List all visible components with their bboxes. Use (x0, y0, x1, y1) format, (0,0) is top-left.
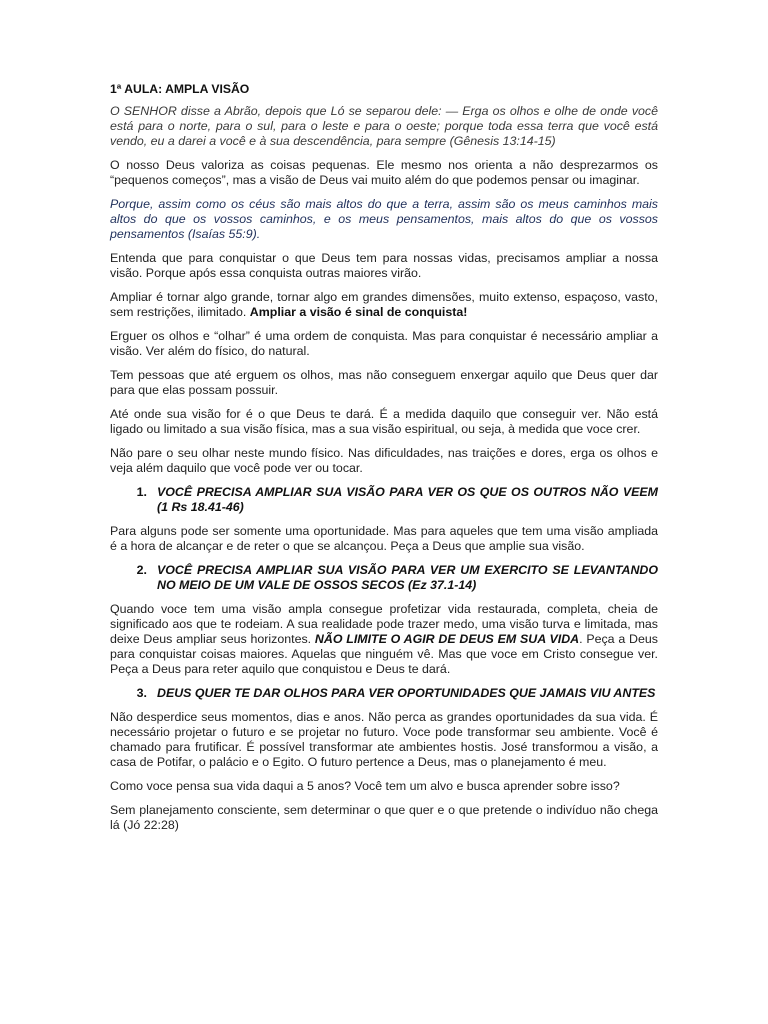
isaiah-verse-ref: (Isaías 55:9). (184, 227, 261, 241)
section-heading-3 (110, 686, 658, 701)
ampliar-bold: Ampliar a visão é sinal de conquista! (249, 305, 468, 319)
lesson-title: 1ª AULA: AMPLA VISÃO (110, 82, 250, 96)
paragraph-small-beginnings: O nosso Deus valoriza as coisas pequenas. Ele mesmo nos orienta a não desprezarmos os “pequenos começos”, mas a visão de Deus vai muito além do que podemos pensar ou imaginar. (110, 158, 658, 187)
paragraph-planejamento: Sem planejamento consciente, sem determinar o que quer e o que pretende o indivíduo não chega lá (Jó 22:28) (110, 803, 658, 832)
paragraph-visao-ampla (110, 602, 658, 677)
ampliar-text: Ampliar é tornar algo grande, tornar algo em grandes dimensões, muito extenso, espaçoso, vasto, sem restrições, ilimitado. (110, 290, 658, 319)
paragraph-ate-onde: Até onde sua visão for é o que Deus te dará. É a medida daquilo que conseguir ver. Não está ligado ou limitado a sua visão física, mas a sua visão espiritual, ou seja, à medida que voce crer. (110, 407, 658, 436)
paragraph-nao-pare: Não pare o seu olhar neste mundo físico. Nas dificuldades, nas traições e dores, erga os olhos e veja além daquilo que você pode ver ou tocar. (110, 446, 658, 475)
heading-text: VOCÊ PRECISA AMPLIAR SUA VISÃO PARA VER OS QUE OS OUTROS NÃO VEEM (1 Rs 18.41-46) (157, 485, 658, 514)
section-heading-2 (110, 563, 658, 593)
isaiah-verse (110, 197, 658, 242)
paragraph-nao-desperdice: Não desperdice seus momentos, dias e anos. Não perca as grandes oportunidades da sua vida. É necessário projetar o futuro e se projetar no futuro. Voce pode transformar seu ambiente. Você é chamado para frutificar. É possível transformar ate ambientes hostis. José transformou a visão, a casa de Potifar, o palácio e o Egito. O futuro pertence a Deus, mas o planejamento é meu. (110, 710, 658, 769)
section-heading-1 (110, 485, 658, 515)
paragraph-conquer: Entenda que para conquistar o que Deus tem para nossas vidas, precisamos ampliar a nossa visão. Porque após essa conquista outras maiores virão. (110, 251, 658, 280)
paragraph-erguer: Erguer os olhos e “olhar” é uma ordem de conquista. Mas para conquistar é necessário ampliar a visão. Ver além do físico, do natural. (110, 329, 658, 358)
visao-ampla-text: Quando voce tem uma visão ampla consegue profetizar vida restaurada, completa, cheia de significado aos que te rodeiam. A sua realidade pode trazer medo, uma visão turva e limitada, mas deixe Deus ampliar seus horizontes. (110, 602, 658, 646)
heading-text: VOCÊ PRECISA AMPLIAR SUA VISÃO PARA VER UM EXERCITO SE LEVANTANDO NO MEIO DE UM VALE DE OSSOS SECOS (Ez 37.1-14) (157, 563, 658, 592)
paragraph-pessoas: Tem pessoas que até erguem os olhos, mas não conseguem enxergar aquilo que Deus quer dar para que elas possam possuir. (110, 368, 658, 397)
paragraph-oportunidade: Para alguns pode ser somente uma oportunidade. Mas para aqueles que tem uma visão ampliada é a hora de alcançar e de reter o que se alcançou. Peça a Deus que amplie sua visão. (110, 524, 658, 553)
isaiah-verse-text: Porque, assim como os céus são mais altos do que a terra, assim são os meus caminhos mais altos do que os vossos caminhos, e os meus pensamentos, mais altos do que os vossos pensamentos (110, 197, 658, 241)
paragraph-cinco-anos: Como voce pensa sua vida daqui a 5 anos? Você tem um alvo e busca aprender sobre isso? (110, 779, 620, 793)
heading-number: 1. (136, 485, 147, 499)
heading-text: DEUS QUER TE DAR OLHOS PARA VER OPORTUNIDADES QUE JAMAIS VIU ANTES (157, 686, 656, 700)
visao-ampla-emphasis: NÃO LIMITE O AGIR DE DEUS EM SUA VIDA (314, 632, 580, 646)
opening-verse: O SENHOR disse a Abrão, depois que Ló se separou dele: — Erga os olhos e olhe de onde você está para o norte, para o sul, para o leste e para o oeste; porque toda essa terra que você está vendo, eu a darei a você e à sua descendência, para sempre (Gênesis 13:14-15) (110, 104, 658, 148)
visao-ampla-text-end: . Peça a Deus para conquistar coisas maiores. Aquelas que ninguém vê. Mas que voce em Cristo consegue ver. Peça a Deus para reter aquilo que conquistou e Deus te dará. (110, 632, 658, 676)
heading-number: 2. (136, 563, 147, 577)
heading-number: 3. (136, 686, 147, 700)
paragraph-ampliar (110, 290, 658, 320)
